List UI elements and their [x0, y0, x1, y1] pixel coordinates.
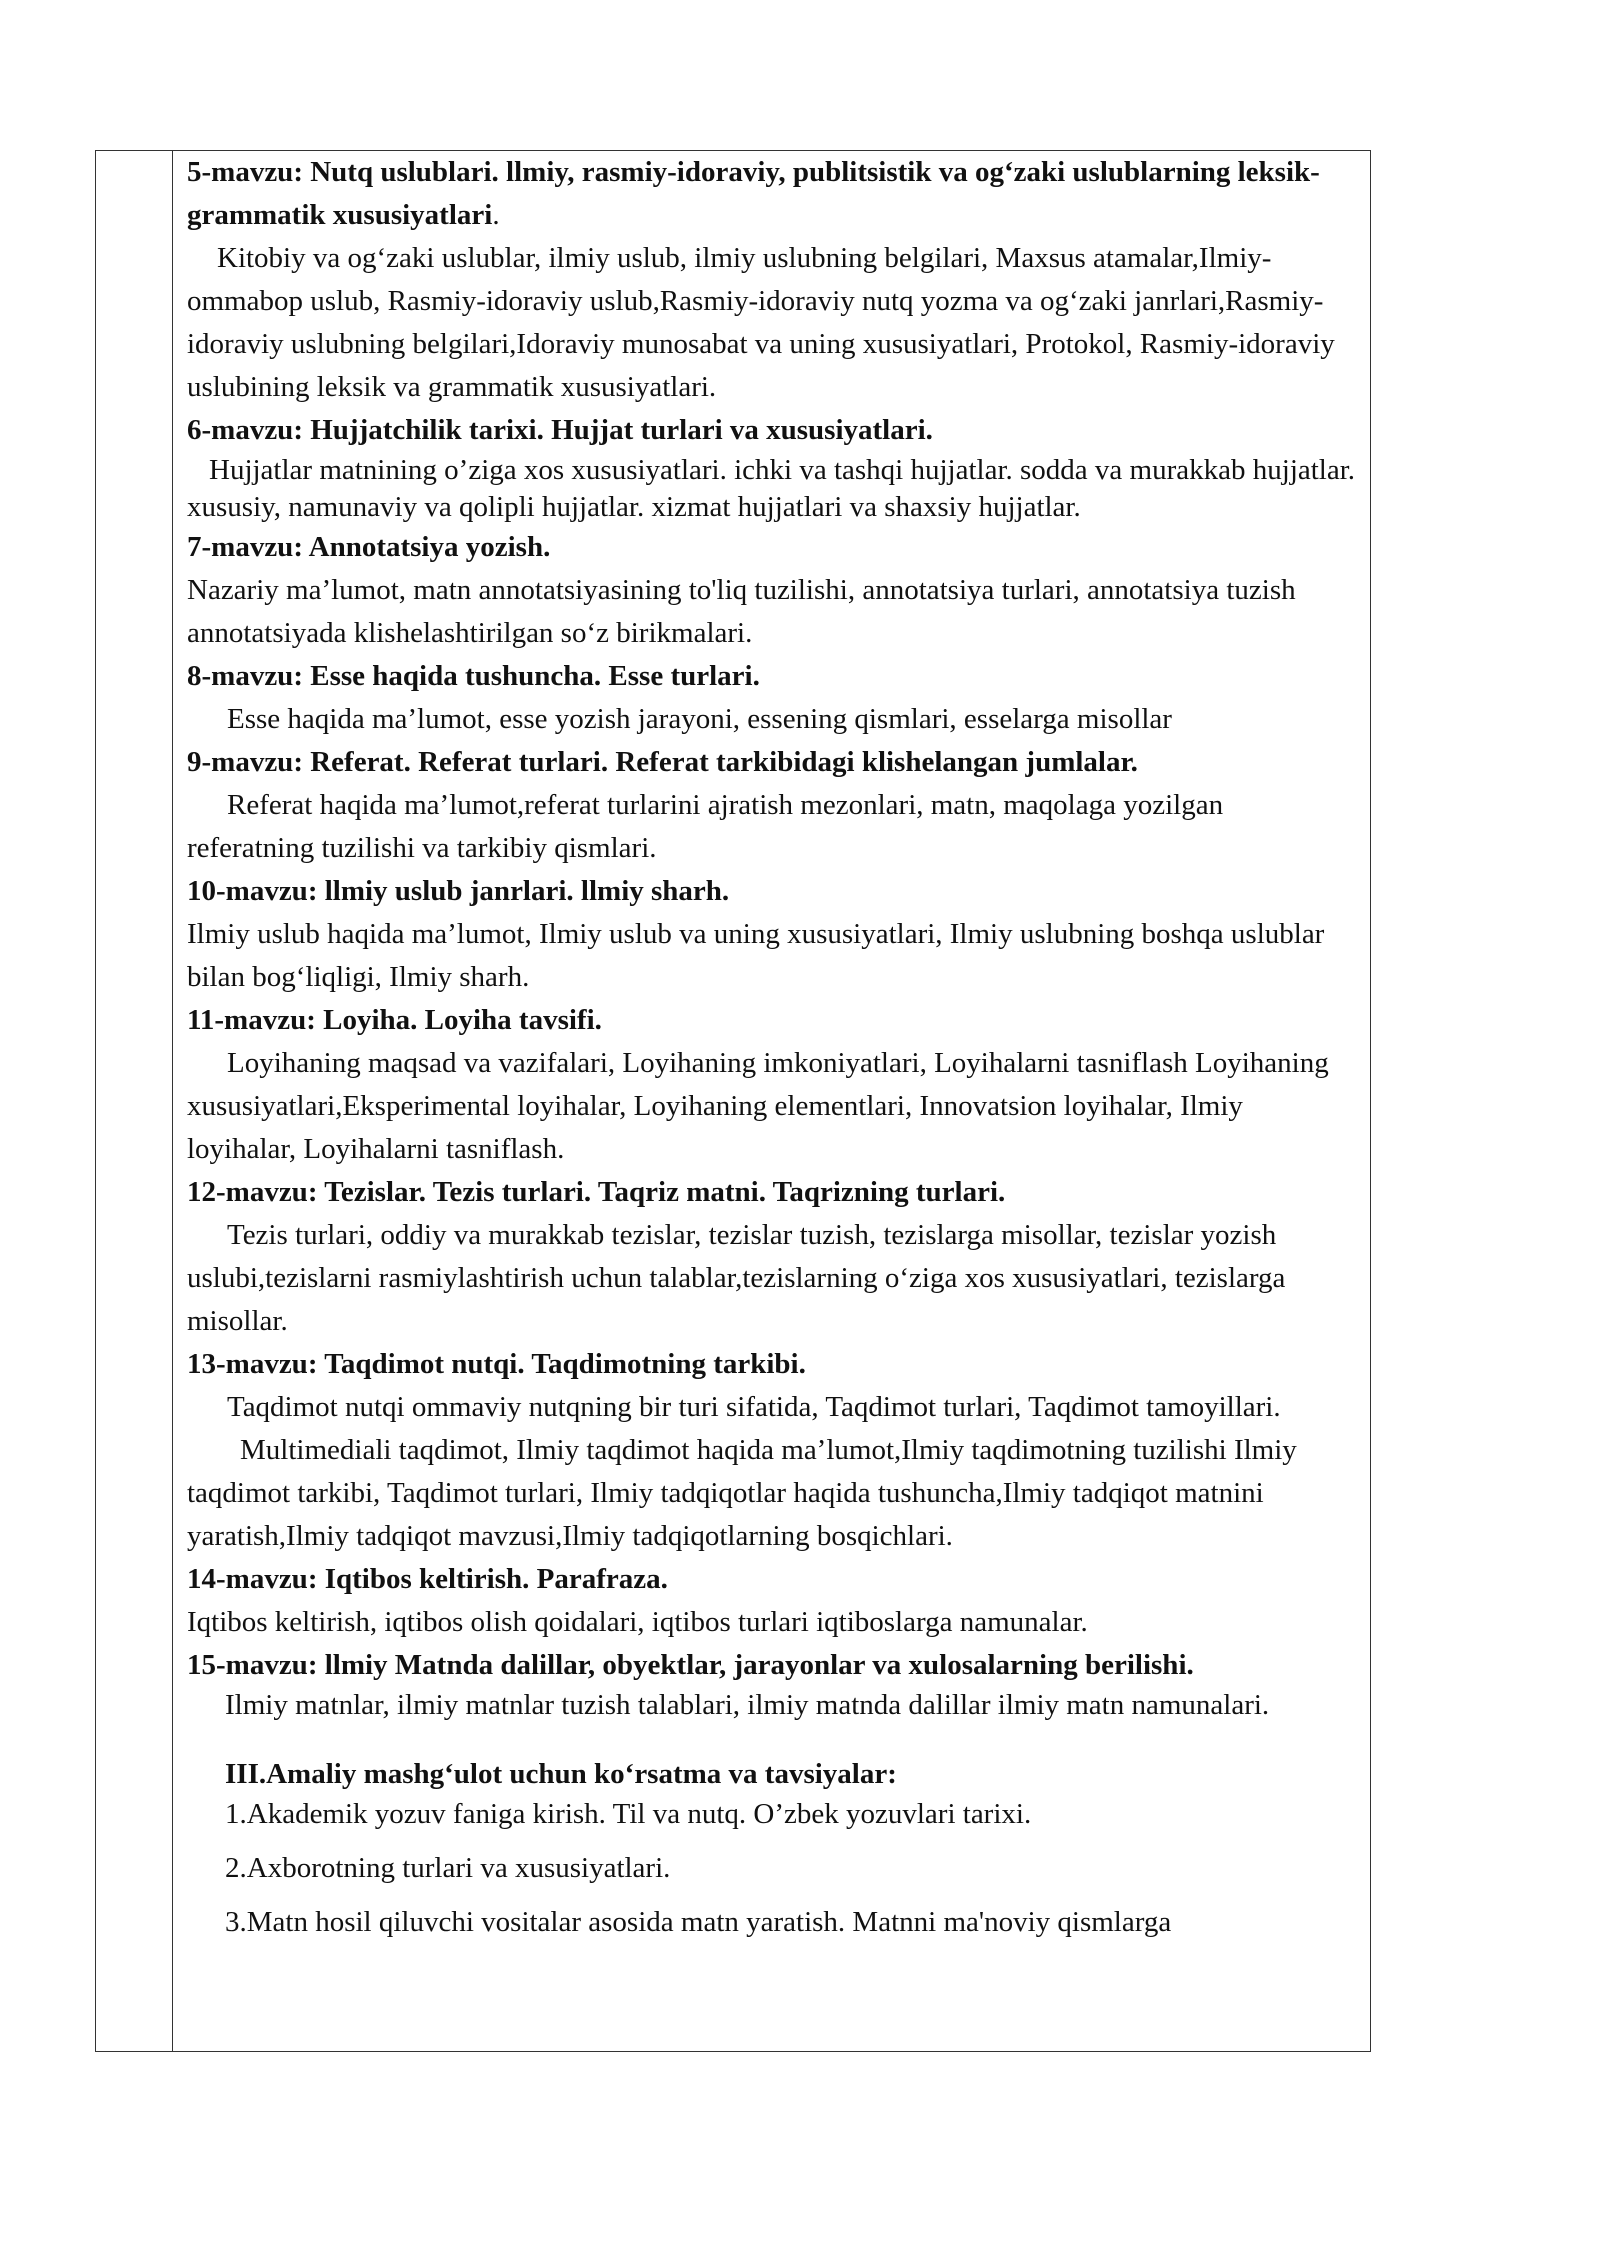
topic-10-heading: 10-mavzu: llmiy uslub janrlari. llmiy sharh. [187, 875, 730, 907]
topic-6-body: Hujjatlar matnining o’ziga xos xususiyatlari. ichki va tashqi hujjatlar. sodda va murakkab hujjatlar. xususiy, namunaviy va qolipli hujjatlar. xizmat hujjatlari va shaxsiy hujjatlar. [187, 454, 1356, 523]
topic-13-heading: 13-mavzu: Taqdimot nutqi. Taqdimotning tarkibi. [187, 1348, 806, 1380]
table-content-cell [187, 151, 1357, 1942]
topic-7-body: Nazariy ma’lumot, matn annotatsiyasining to'liq tuzilishi, annotatsiya turlari, annotatsiya tuzish annotatsiyada klishelashtirilgan so‘z birikmalari. [187, 574, 1296, 649]
topic-11-body: Loyihaning maqsad va vazifalari, Loyihaning imkoniyatlari, Loyihalarni tasniflash Loyihaning xususiyatlari,Eksperimental loyihalar, Loyihaning elementlari, Innovatsion loyihalar, Ilmiy loyihalar, Loyihalarni tasniflash. [187, 1047, 1329, 1165]
topic-15-body: Ilmiy matnlar, ilmiy matnlar tuzish talablari, ilmiy matnda dalillar ilmiy matn namunalari. [225, 1689, 1270, 1721]
topic-5-title: 5-mavzu: Nutq uslublari. llmiy, rasmiy-idoraviy, publitsistik va og‘zaki uslublarning leksik-grammatik xususiyatlari [187, 156, 1320, 231]
practical-section [187, 1754, 1357, 1942]
topic-13-body: Taqdimot nutqi ommaviy nutqning bir turi sifatida, Taqdimot turlari, Taqdimot tamoyillari. [227, 1391, 1281, 1423]
topic-14-body: Iqtibos keltirish, iqtibos olish qoidalari, iqtibos turlari iqtiboslarga namunalar. [187, 1606, 1088, 1638]
topic-11-heading: 11-mavzu: Loyiha. Loyiha tavsifi. [187, 1004, 602, 1036]
table-column-divider [172, 150, 173, 2052]
topic-6-heading: 6-mavzu: Hujjatchilik tarixi. Hujjat turlari va xususiyatlari. [187, 414, 933, 446]
topic-7-heading: 7-mavzu: Annotatsiya yozish. [187, 531, 551, 563]
practical-item-3: 3.Matn hosil qiluvchi vositalar asosida matn yaratish. Matnni ma'noviy qismlarga [225, 1906, 1172, 1938]
topic-8-body: Esse haqida ma’lumot, esse yozish jarayoni, essening qismlari, esselarga misollar [227, 703, 1172, 735]
topic-12-heading: 12-mavzu: Tezislar. Tezis turlari. Taqriz matni. Taqrizning turlari. [187, 1176, 1006, 1208]
topic-15-heading: 15-mavzu: llmiy Matnda dalillar, obyektlar, jarayonlar va xulosalarning berilishi. [187, 1649, 1194, 1681]
topic-5-title-tail: . [492, 199, 500, 231]
practical-section-title: III.Amaliy mashg‘ulot uchun ko‘rsatma va tavsiyalar: [225, 1758, 897, 1790]
practical-item-2: 2.Axborotning turlari va xususiyatlari. [225, 1852, 671, 1884]
spacer [187, 1724, 1357, 1744]
topic-5-heading [187, 151, 1357, 237]
topic-12-body: Tezis turlari, oddiy va murakkab tezislar, tezislar tuzish, tezislarga misollar, tezislar yozish uslubi,tezislarni rasmiylashtirish uchun talablar,tezislarning o‘ziga xos xususiyatlari, tezislarga misollar. [187, 1219, 1286, 1337]
topic-9-body: Referat haqida ma’lumot,referat turlarini ajratish mezonlari, matn, maqolaga yozilgan referatning tuzilishi va tarkibiy qismlari. [187, 789, 1224, 864]
topic-8-heading: 8-mavzu: Esse haqida tushuncha. Esse turlari. [187, 660, 760, 692]
topic-13-body-2: Multimediali taqdimot, Ilmiy taqdimot haqida ma’lumot,Ilmiy taqdimotning tuzilishi Ilmiy taqdimot tarkibi, Taqdimot turlari, Ilmiy tadqiqotlar haqida tushuncha,Ilmiy tadqiqot matnini yaratish,Ilmiy tadqiqot mavzusi,Ilmiy tadqiqotlarning bosqichlari. [187, 1434, 1297, 1552]
topic-10-body: Ilmiy uslub haqida ma’lumot, Ilmiy uslub va uning xususiyatlari, Ilmiy uslubning boshqa uslublar bilan bog‘liqligi, Ilmiy sharh. [187, 918, 1325, 993]
topic-5-body: Kitobiy va og‘zaki uslublar, ilmiy uslub, ilmiy uslubning belgilari, Maxsus atamalar,Ilmiy-ommabop uslub, Rasmiy-idoraviy uslub,Rasmiy-idoraviy nutq yozma va og‘zaki janrlari,Rasmiy-idoraviy uslubning belgilari,Idoraviy munosabat va uning xususiyatlari, Protokol, Rasmiy-idoraviy uslubining leksik va grammatik xususiyatlari. [187, 242, 1335, 403]
topic-9-heading: 9-mavzu: Referat. Referat turlari. Referat tarkibidagi klishelangan jumlalar. [187, 746, 1138, 778]
topic-14-heading: 14-mavzu: Iqtibos keltirish. Parafraza. [187, 1563, 668, 1595]
practical-item-1: 1.Akademik yozuv faniga kirish. Til va nutq. O’zbek yozuvlari tarixi. [225, 1798, 1032, 1830]
